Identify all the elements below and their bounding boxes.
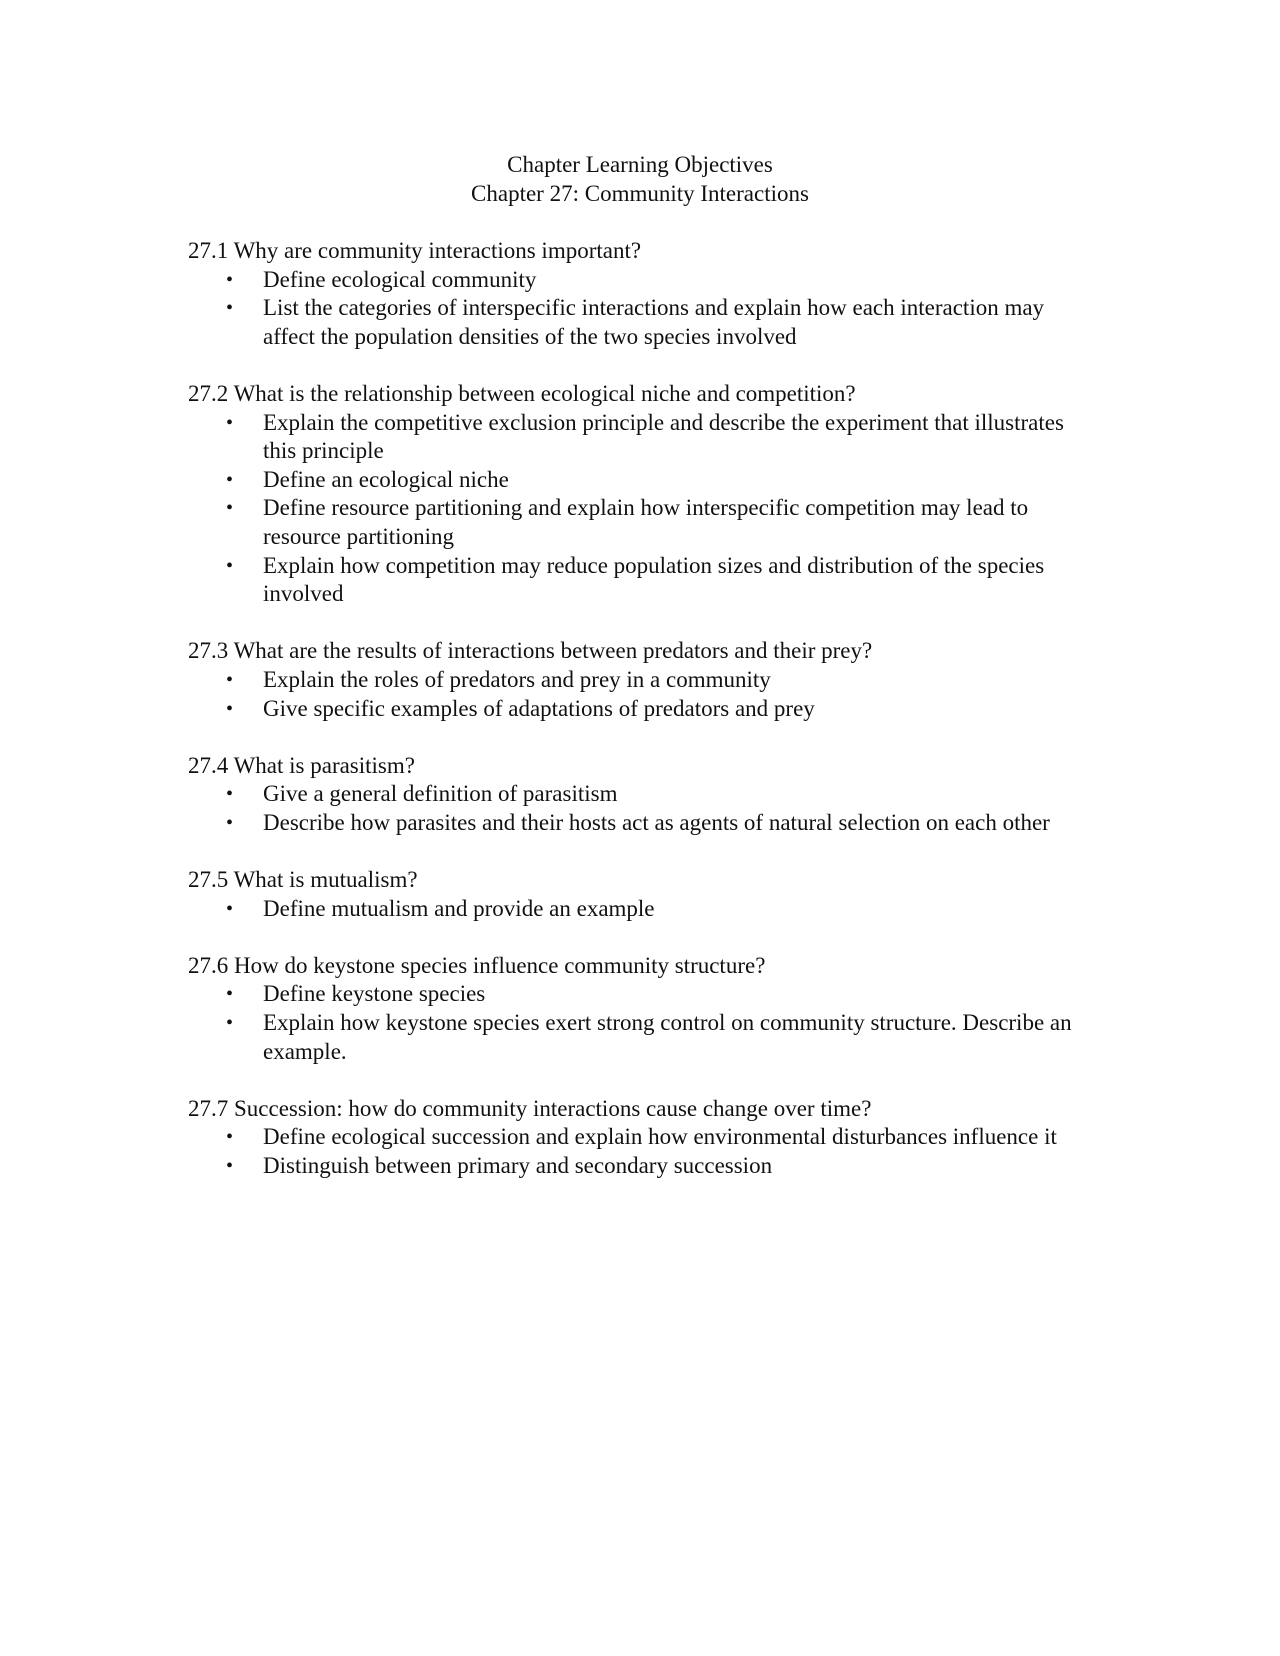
- objective-text: Define an ecological niche: [263, 466, 509, 492]
- objective-section: [188, 866, 1088, 923]
- section-heading: 27.3 What are the results of interactions between predators and their prey?: [188, 638, 873, 664]
- objective-item: [188, 1152, 1088, 1181]
- bullet-icon: •: [226, 411, 234, 434]
- objectives-content: [188, 237, 1088, 1209]
- objective-list: [188, 1123, 1088, 1180]
- objective-text: Explain the competitive exclusion principle and describe the experiment that illustrates this principle: [263, 409, 1064, 464]
- objective-list: [188, 409, 1088, 609]
- objective-list: [188, 666, 1088, 723]
- objective-section: [188, 752, 1088, 838]
- objective-list: [188, 780, 1088, 837]
- objective-list: [188, 895, 1088, 924]
- header-title: Chapter Learning Objectives: [507, 152, 773, 177]
- objective-item: [188, 409, 1088, 466]
- bullet-icon: •: [226, 1012, 234, 1035]
- bullet-icon: •: [226, 297, 234, 320]
- objective-item: [188, 666, 1088, 695]
- objective-section: [188, 952, 1088, 1066]
- objective-text: Define mutualism and provide an example: [263, 895, 655, 921]
- objective-text: List the categories of interspecific interactions and explain how each interaction may affect the population densities of the two species involved: [263, 295, 1045, 349]
- section-heading: 27.1 Why are community interactions important?: [188, 238, 642, 263]
- bullet-icon: •: [226, 1126, 234, 1149]
- objective-text: Define ecological community: [263, 266, 537, 292]
- bullet-icon: •: [226, 897, 234, 920]
- objective-text: Define ecological succession and explain how environmental disturbances influence it: [263, 1124, 1057, 1150]
- objective-text: Explain how keystone species exert strong control on community structure. Describe an example.: [263, 1010, 1072, 1064]
- objective-item: [188, 895, 1088, 924]
- objective-text: Distinguish between primary and secondary succession: [263, 1153, 773, 1178]
- section-heading: 27.4 What is parasitism?: [188, 752, 415, 778]
- objective-list: [188, 266, 1088, 352]
- objective-text: Explain the roles of predators and prey in a community: [263, 666, 771, 692]
- objective-text: Give a general definition of parasitism: [263, 781, 618, 807]
- objective-item: [188, 695, 1088, 724]
- objective-item: [188, 466, 1088, 495]
- bullet-icon: •: [226, 268, 234, 291]
- objective-item: [188, 294, 1088, 351]
- section-heading: 27.7 Succession: how do community interactions cause change over time?: [188, 1095, 872, 1121]
- bullet-icon: •: [226, 668, 234, 691]
- objective-list: [188, 980, 1088, 1066]
- document-header: [0, 151, 1280, 208]
- objective-item: [188, 809, 1088, 838]
- bullet-icon: •: [226, 697, 234, 720]
- section-heading: 27.5 What is mutualism?: [188, 867, 418, 893]
- objective-item: [188, 552, 1088, 609]
- objective-item: [188, 494, 1088, 551]
- objective-item: [188, 266, 1088, 295]
- objective-section: [188, 1095, 1088, 1181]
- objective-text: Describe how parasites and their hosts act as agents of natural selection on each other: [263, 809, 1050, 835]
- bullet-icon: •: [226, 983, 234, 1006]
- bullet-icon: •: [226, 497, 234, 520]
- bullet-icon: •: [226, 468, 234, 491]
- objective-item: [188, 780, 1088, 809]
- section-heading: 27.2 What is the relationship between ecological niche and competition?: [188, 380, 856, 406]
- objective-section: [188, 237, 1088, 351]
- objective-item: [188, 1123, 1088, 1152]
- objective-section: [188, 380, 1088, 609]
- objective-text: Give specific examples of adaptations of predators and prey: [263, 695, 815, 721]
- objective-text: Define keystone species: [263, 981, 486, 1007]
- header-chapter-title: Chapter 27: Community Interactions: [471, 180, 809, 206]
- objective-text: Explain how competition may reduce population sizes and distribution of the species involved: [263, 552, 1045, 607]
- bullet-icon: •: [226, 1155, 234, 1177]
- bullet-icon: •: [226, 783, 234, 806]
- objective-text: Define resource partitioning and explain how interspecific competition may lead to resource partitioning: [263, 495, 1029, 549]
- objective-item: [188, 1009, 1088, 1066]
- objective-item: [188, 980, 1088, 1009]
- section-heading: 27.6 How do keystone species influence community structure?: [188, 952, 766, 978]
- bullet-icon: •: [226, 811, 234, 834]
- objective-section: [188, 637, 1088, 723]
- bullet-icon: •: [226, 554, 234, 577]
